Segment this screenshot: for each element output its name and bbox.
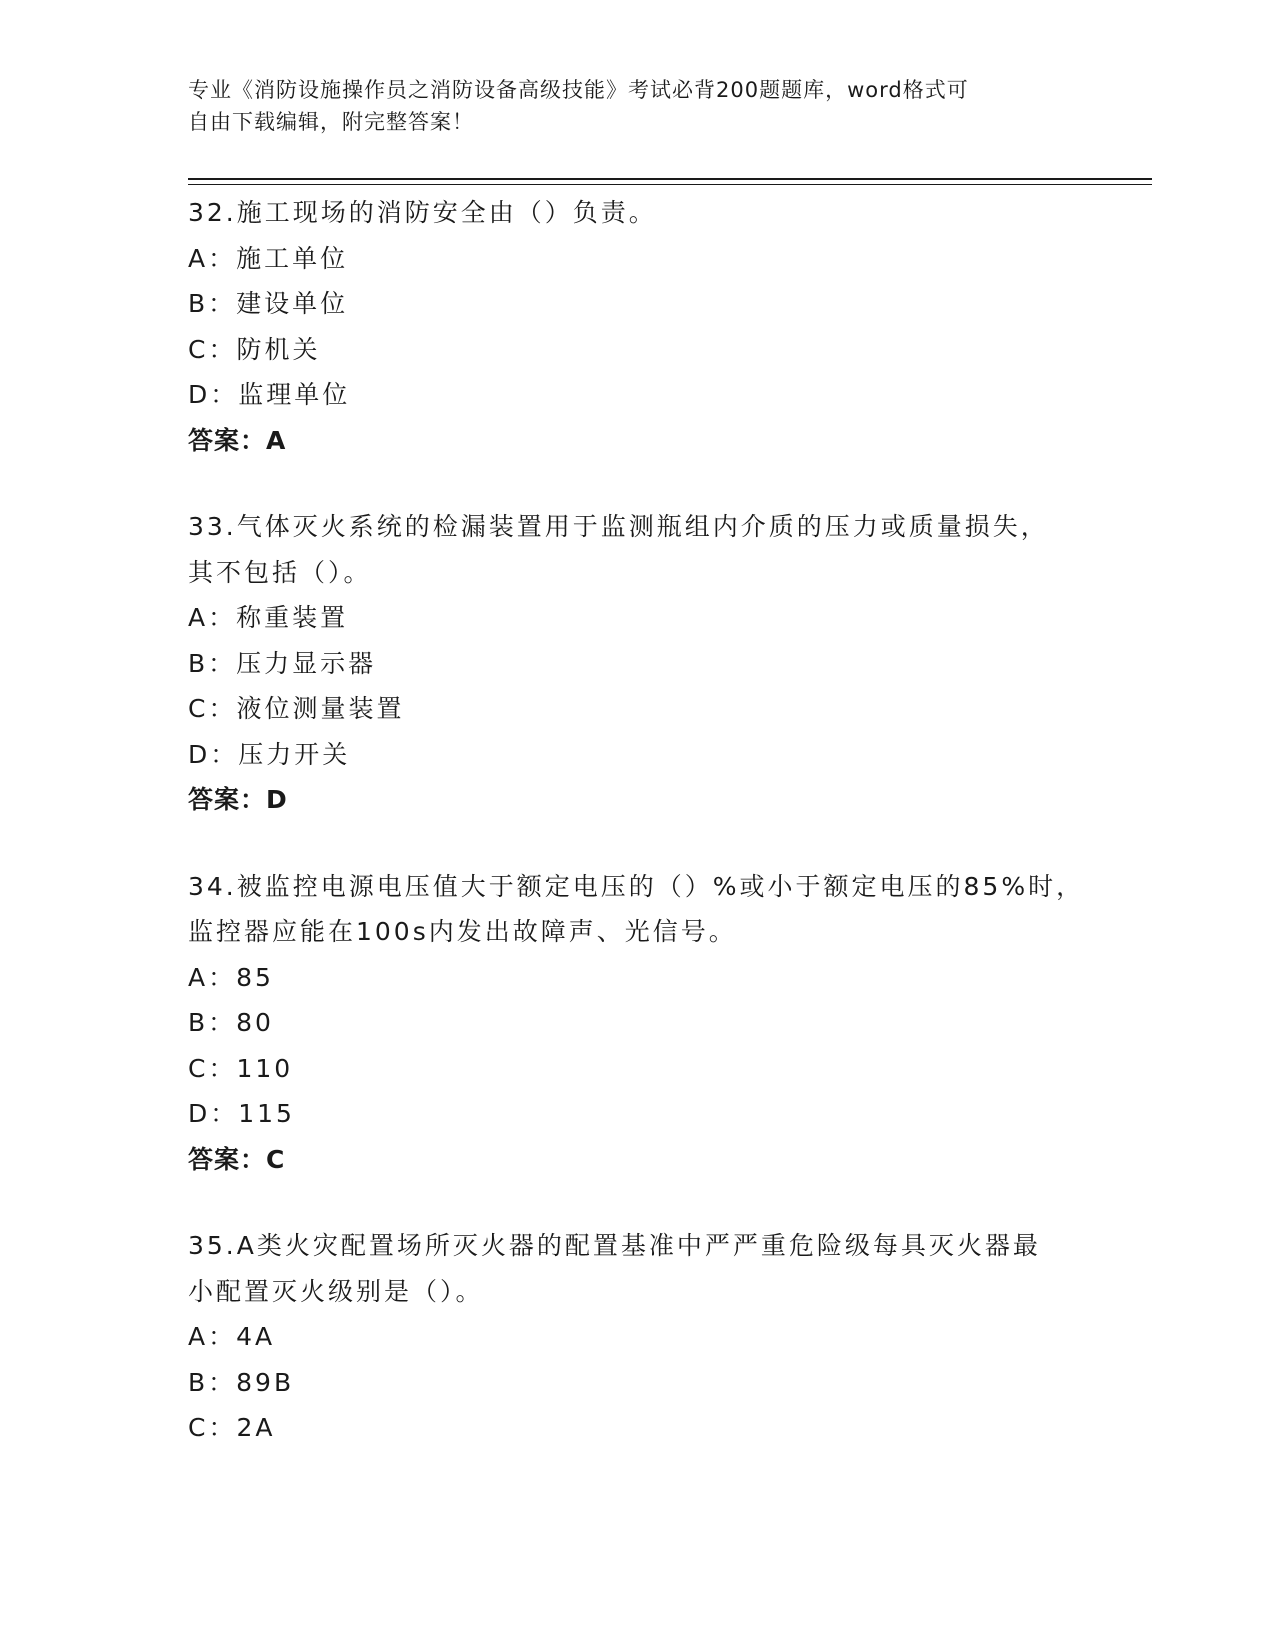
answer-line: 答案：C xyxy=(188,1144,286,1174)
option-b: B：80 xyxy=(188,1008,274,1037)
option-c: C：110 xyxy=(188,1053,294,1083)
answer-line: 答案：D xyxy=(188,785,288,814)
question-stem: 32.施工现场的消防安全由（）负责。 xyxy=(188,198,657,227)
option-c: C：2A xyxy=(188,1413,276,1442)
question-stem-line-2: 其不包括（）。 xyxy=(188,557,372,587)
question-33 xyxy=(188,504,1088,823)
header-title-line-1: 专业《消防设施操作员之消防设备高级技能》考试必背200题题库，word格式可 xyxy=(188,78,969,102)
question-stem-line-1: 34.被监控电源电压值大于额定电压的（）%或小于额定电压的85%时， xyxy=(188,871,1085,901)
question-list xyxy=(188,190,1088,1492)
option-d: D：压力开关 xyxy=(188,739,351,769)
question-32 xyxy=(188,190,1088,463)
option-c: C：液位测量装置 xyxy=(188,694,405,723)
option-d: D：监理单位 xyxy=(188,380,351,409)
document-header xyxy=(188,74,1088,138)
header-divider-thin xyxy=(188,184,1152,185)
option-a: A：施工单位 xyxy=(188,243,349,273)
option-b: B：压力显示器 xyxy=(188,648,377,678)
question-stem-line-2: 小配置灭火级别是（）。 xyxy=(188,1276,484,1306)
header-title-line-2: 自由下载编辑，附完整答案！ xyxy=(188,110,474,134)
question-stem-line-2: 监控器应能在100s内发出故障声、光信号。 xyxy=(188,917,737,946)
option-d: D：115 xyxy=(188,1099,295,1128)
header-divider-thick xyxy=(188,178,1152,180)
option-b: B：89B xyxy=(188,1367,295,1397)
question-35 xyxy=(188,1223,1088,1451)
answer-line: 答案：A xyxy=(188,425,287,455)
option-b: B：建设单位 xyxy=(188,289,349,318)
option-a: A：称重装置 xyxy=(188,603,349,632)
question-stem-line-1: 33.气体灭火系统的检漏装置用于监测瓶组内介质的压力或质量损失， xyxy=(188,512,1049,541)
option-a: A：4A xyxy=(188,1322,276,1351)
option-c: C：防机关 xyxy=(188,334,321,364)
question-34 xyxy=(188,864,1088,1183)
question-stem-line-1: 35.A类火灾配置场所灭火器的配置基准中严严重危险级每具灭火器最 xyxy=(188,1231,1041,1260)
option-a: A：85 xyxy=(188,962,274,992)
